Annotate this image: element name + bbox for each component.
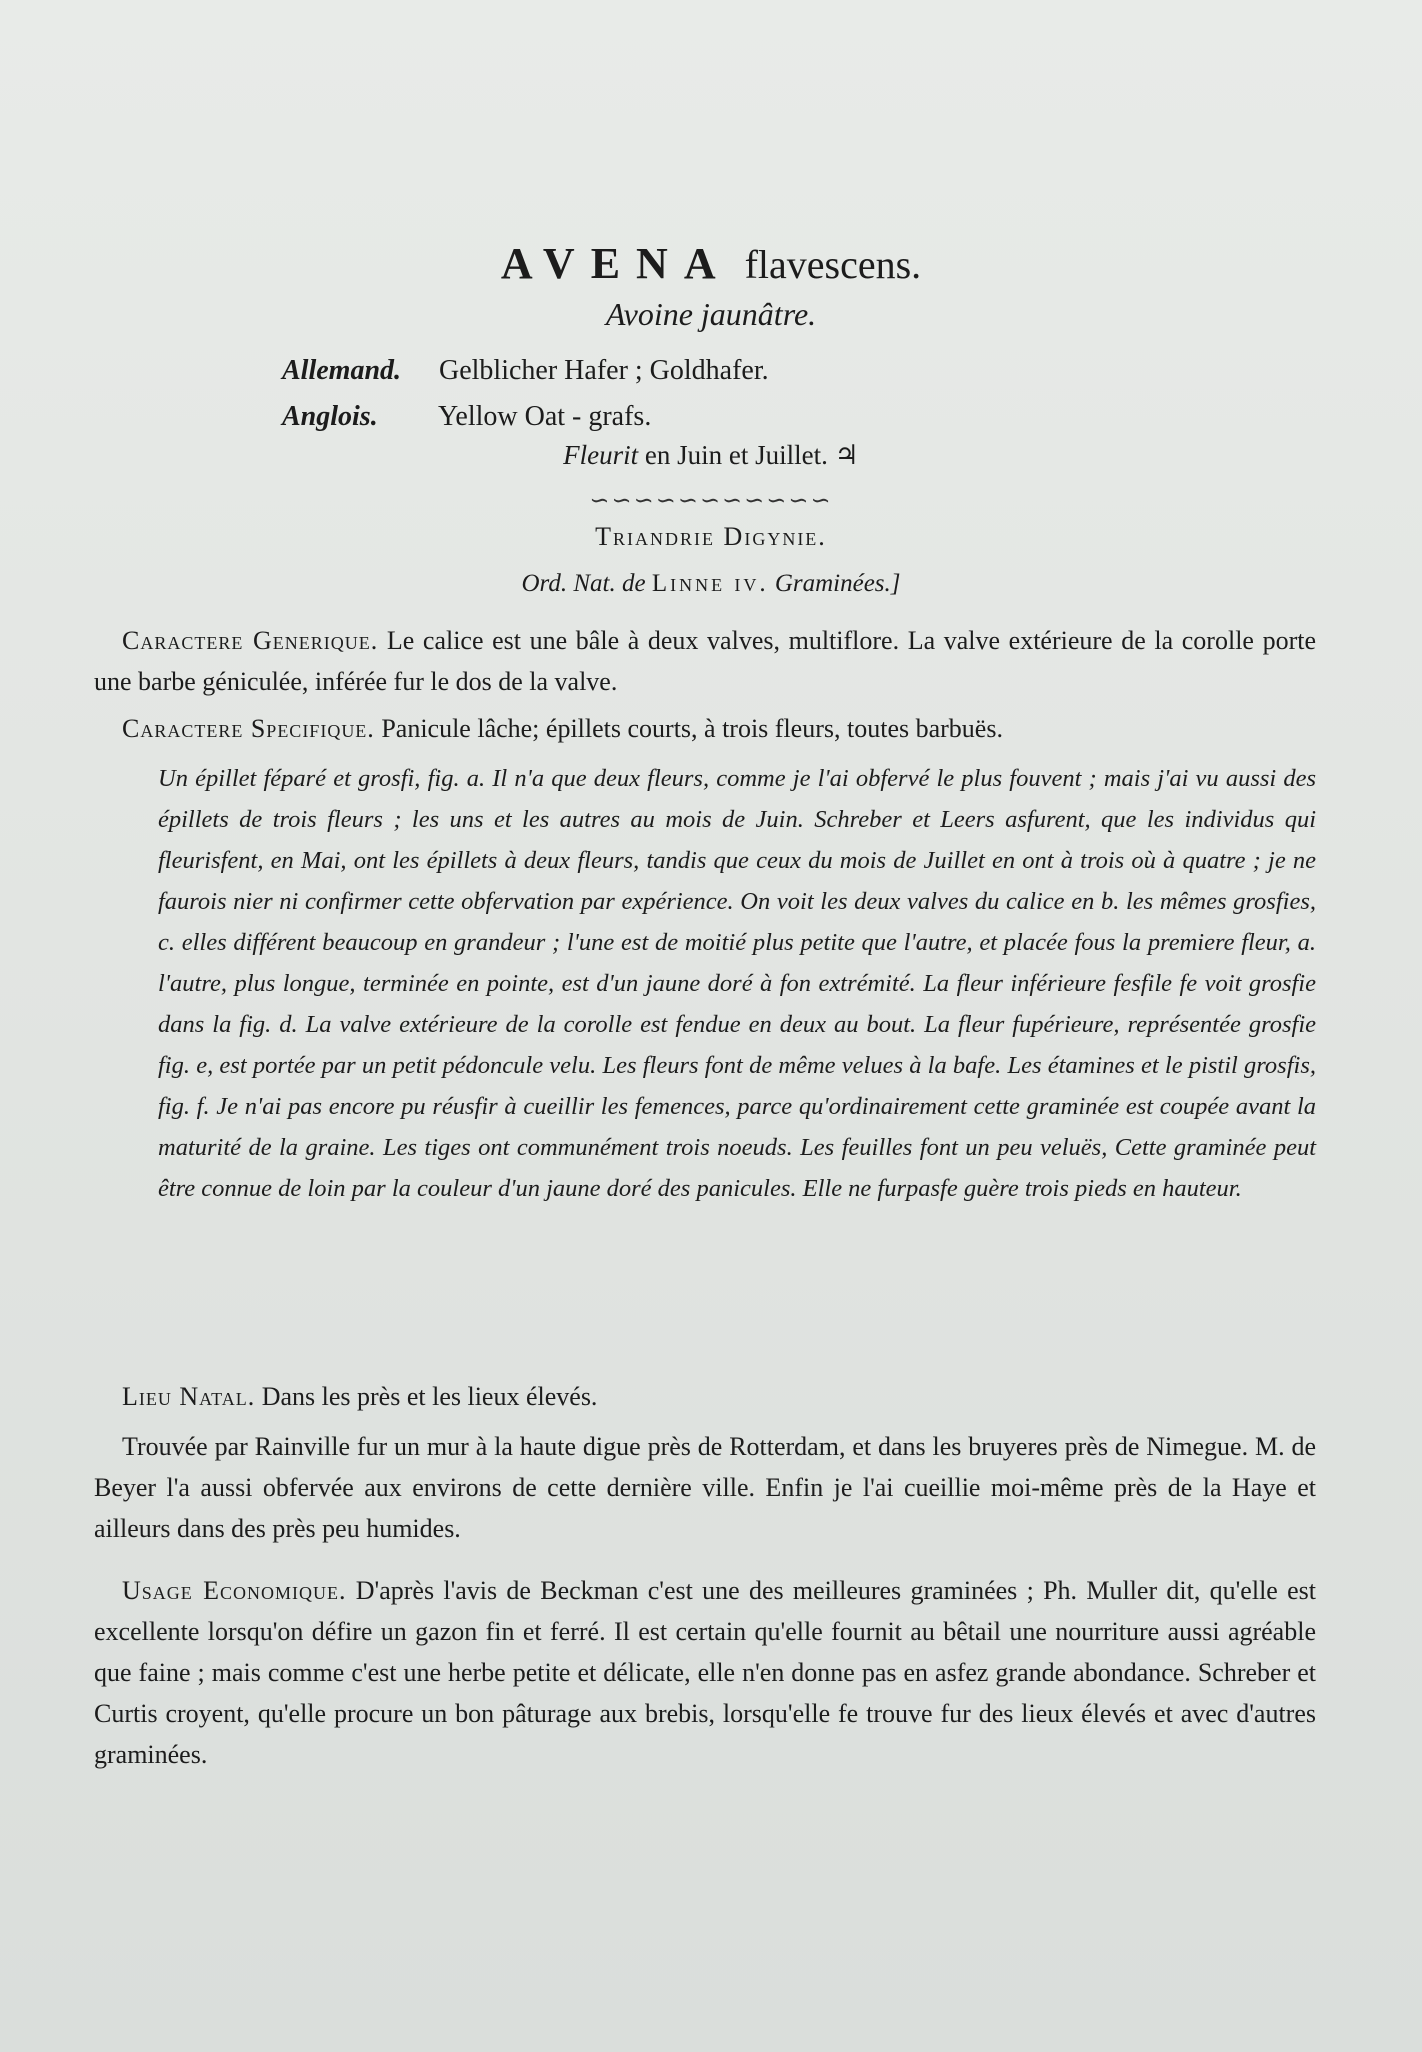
specific-text: Panicule lâche; épillets courts, à trois fleurs, toutes barbuës. [381,714,1003,743]
name-lang: Allemand. [282,355,402,386]
genus-name: AVENA [500,239,732,288]
generic-character [94,620,1316,702]
species-name: flavescens. [744,242,922,287]
specific-label: Caractere Specifique. [122,714,375,743]
page-title [0,238,1422,289]
usage-text: D'après l'avis de Beckman c'est une des meilleures graminées ; Ph. Muller dit, qu'elle est excellente lorsqu'on défire un gazon fin et ferré. Il est certain qu'elle fournit au bêtail une nourriture aussi agréable que faine ; mais comme c'est une herbe petite et délicate, elle n'en donne pas en asfez grande abondance. Schreber et Curtis croyent, qu'elle procure un bon pâturage aux brebis, lorsqu'elle fe trouve fur des lieux élevés et avec d'autres graminées. [94,1576,1317,1769]
description-paragraph: Un épillet féparé et grosfi, fig. a. Il n'a que deux fleurs, comme je l'ai obfervé le plus fouvent ; mais j'ai vu aussi des épillets de trois fleurs ; les uns et les autres au mois de Juin. Schreber et Leers asfurent, que les individus qui fleurisfent, en Mai, ont les épillets à deux fleurs, tandis que ceux du mois de Juillet en ont à trois où à quatre ; je ne faurois nier ni confirmer cette obfervation par expérience. On voit les deux valves du calice en b. les mêmes grosfies, c. elles différent beaucoup en grandeur ; l'une est de moitié plus petite que l'autre, et placée fous la premiere fleur, a. l'autre, plus longue, terminée en pointe, est d'un jaune doré à fon extrémité. La fleur inférieure fesfile fe voit grosfie dans la fig. d. La valve extérieure de la corolle est fendue en deux au bout. La fleur fupérieure, représentée grosfie fig. e, est portée par un petit pédoncule velu. Les fleurs font de même velues à la bafe. Les étamines et le pistil grosfis, fig. f. Je n'ai pas encore pu réusfir à cueillir les femences, parce qu'ordinairement cette graminée est coupée avant la maturité de la graine. Les tiges ont communément trois noeuds. Les feuilles font un peu veluës, Cette graminée peut être connue de loin par la couleur d'un jaune doré des panicules. Elle ne furpasfe guère trois pieds en hauteur. [158,765,1316,1202]
natural-order [0,570,1422,598]
habitat [94,1376,1316,1417]
generic-label: Caractere Generique. [122,626,379,655]
found-paragraph: Trouvée par Rainville fur un mur à la haute digue près de Rotterdam, et dans les bruyeres près de Nimegue. M. de Beyer l'a aussi obfervée aux environs de cette dernière ville. Enfin je l'ai cueillie moi-même près de la Haye et ailleurs dans des près peu humides. [94,1432,1316,1543]
name-value: Yellow Oat - grafs. [437,401,652,432]
flowering-label: Fleurit [563,440,639,470]
usage-label: Usage Economique. [122,1576,347,1605]
habitat-text: Dans les près et les lieux élevés. [261,1382,598,1411]
ordo-prefix: Ord. Nat. de [521,570,646,597]
name-value: Gelblicher Hafer ; Goldhafer. [439,355,769,386]
ordo-name: Linne iv. [651,570,769,597]
name-german [282,348,1422,394]
habitat-label: Lieu Natal. [122,1382,256,1411]
flowering-time [0,440,1422,471]
linnaean-class: Triandrie Digynie. [595,522,827,551]
name-lang: Anglois. [282,401,378,432]
common-names [282,348,1422,440]
generic-text: Le calice est une bâle à deux valves, multiflore. La valve extérieure de la corolle porte une barbe géniculée, inférée fur le dos de la valve. [94,626,1316,696]
ordo-suffix: Graminées.] [774,570,901,597]
economic-usage [94,1570,1316,1775]
specific-character [94,708,1316,749]
ornament-rule: ∽∽∽∽∽∽∽∽∽∽∽ [589,488,833,514]
french-name: Avoine jaunâtre. [605,296,817,332]
flowering-text: en Juin et Juillet. ♃ [644,440,859,470]
name-english [282,394,1422,440]
